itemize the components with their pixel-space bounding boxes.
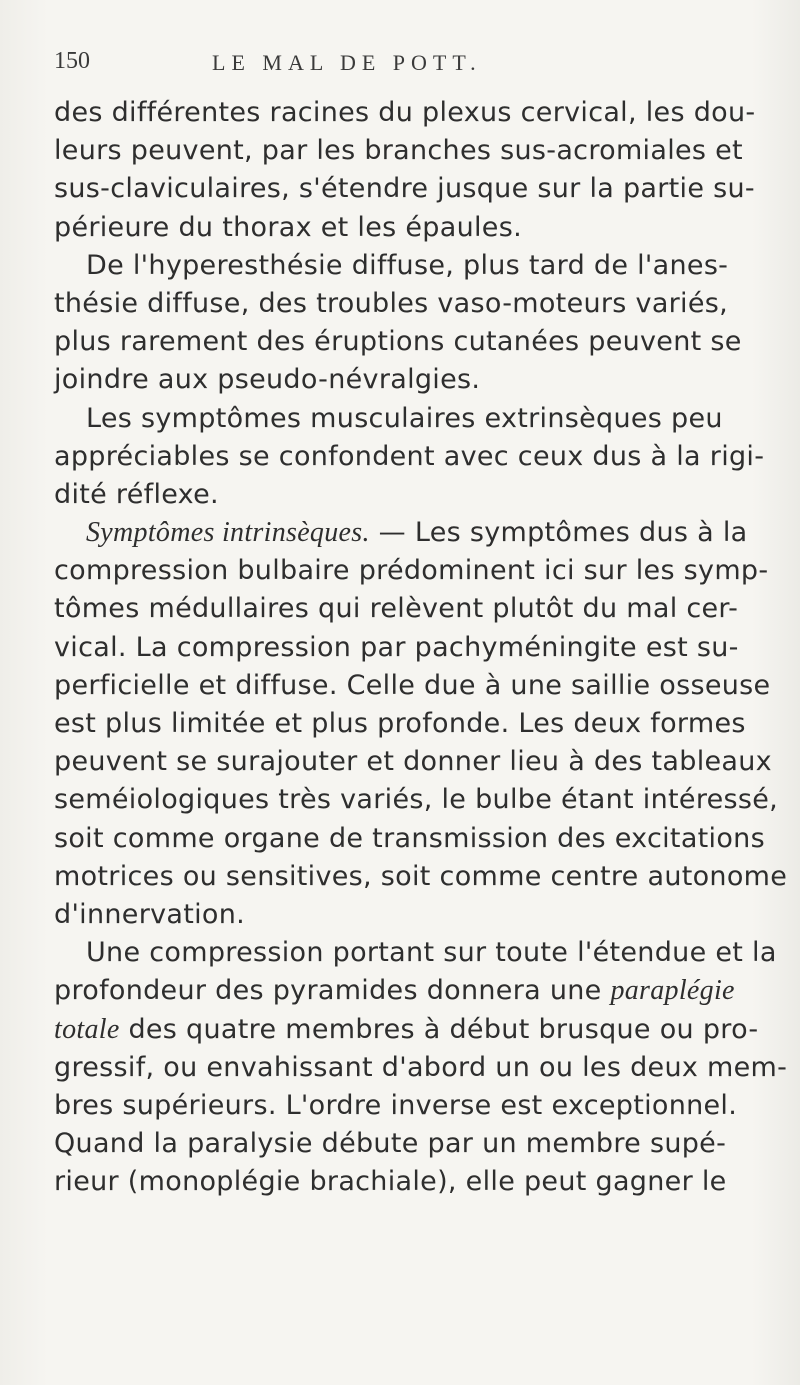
italic-term: totale [54,1013,120,1045]
text-line: périeure du thorax et les épaules. [54,211,522,243]
text-line: Une compression portant sur toute l'étendue et la [86,937,777,969]
text-line: Quand la paralysie débute par un membre supé- [54,1128,727,1160]
body-text [54,94,788,1201]
text-line: Les symptômes musculaires extrinsèques peu [86,402,723,434]
text-line: seméiologiques très variés, le bulbe étant intéressé, [54,784,779,816]
text-line-start: profondeur des pyramides donnera une [54,975,611,1007]
text-line: rieur (monoplégie brachiale), elle peut gagner le [54,1166,727,1198]
text-line: joindre aux pseudo-névralgies. [54,364,481,396]
text-line: sus-claviculaires, s'étendre jusque sur la partie su- [54,173,755,205]
text-line: gressif, ou envahissant d'abord un ou les deux mem- [54,1051,788,1083]
text-line: perficielle et diffuse. Celle due à une saillie osseuse [54,669,771,701]
text-line: dité réflexe. [54,478,219,510]
text-line: leurs peuvent, par les branches sus-acromiales et [54,135,743,167]
text-line: appréciables se confondent avec ceux dus à la rigi- [54,440,765,472]
text-line: soit comme organe de transmission des excitations [54,822,765,854]
text-line: est plus limitée et plus profonde. Les deux formes [54,708,746,739]
text-line: bres supérieurs. L'ordre inverse est exceptionnel. [54,1089,738,1121]
text-line: compression bulbaire prédominent ici sur les symp- [54,555,769,587]
text-line: tômes médullaires qui relèvent plutôt du mal cer- [54,593,739,625]
text-line: plus rarement des éruptions cutanées peuvent se [54,326,742,358]
text-line-rest: des quatre membres à début brusque ou pro- [119,1013,759,1045]
italic-term: paraplégie [610,975,735,1007]
text-line: motrices ou sensitives, soit comme centre autonome [54,860,788,892]
running-title: LE MAL DE POTT. [212,50,482,75]
text-line: peuvent se surajouter et donner lieu à des tableaux [54,746,772,778]
text-line: des différentes racines du plexus cervical, les dou- [54,97,756,128]
section-heading-rest: — Les symptômes dus à la [369,517,748,549]
page-number: 150 [54,48,90,74]
text-line: De l'hyperesthésie diffuse, plus tard de l'anes- [86,249,729,281]
text-line-section-heading [54,514,770,552]
text-line [54,1011,770,1049]
text-line: vical. La compression par pachyméningite est su- [54,631,739,663]
text-line: thésie diffuse, des troubles vaso-moteurs variés, [54,287,729,319]
section-heading-italic: Symptômes intrinsèques. [86,517,370,549]
text-line: d'innervation. [54,898,246,930]
text-line [54,972,770,1010]
running-head [54,48,754,82]
